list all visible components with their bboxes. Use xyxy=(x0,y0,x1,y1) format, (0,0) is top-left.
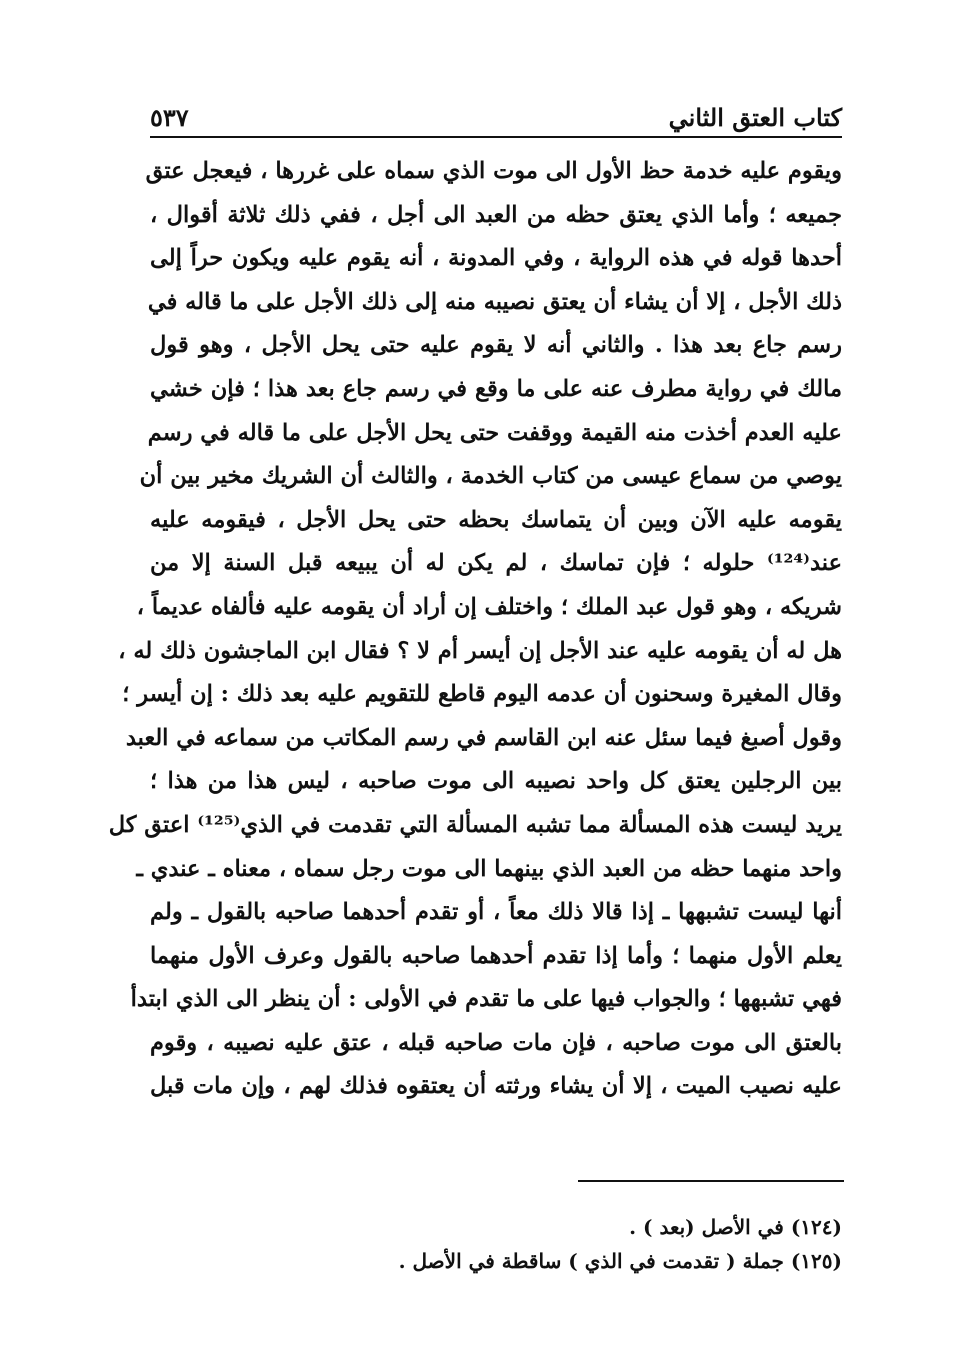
footnote-separator xyxy=(578,1180,844,1182)
text-line: يقومه عليه الآن وبين أن يتماسك بحظه حتى يحل الأجل ، فيقومه عليه xyxy=(150,506,842,533)
text-line: وقول أصبغ فيما سئل عنه ابن القاسم في رسم المكاتب من سماعه في العبد xyxy=(125,724,842,751)
text-line: بالعتق الى موت صاحبه ، فإن مات صاحبه قبله ، عتق عليه نصيبه ، وقوم xyxy=(150,1029,842,1056)
running-title: كتاب العتق الثاني xyxy=(668,103,842,132)
text-line: مالك في رواية مطرف عنه على ما وقع في رسم جاع بعد هذا ؛ فإن خشي xyxy=(150,375,842,402)
text-line: يريد ليست هذه المسألة مما تشبه المسألة التي تقدمت في الذي⁽¹²⁵⁾ اعتق كل xyxy=(108,811,842,838)
text-line: رسم جاع بعد هذا . والثاني أنه لا يقوم عليه حتى يحل الأجل ، وهو قول xyxy=(150,332,842,359)
text-line: عند⁽¹²⁴⁾ حلوله ؛ فإن تماسك ، لم يكن له أن يبيعه قبل السنة إلا من xyxy=(150,550,842,577)
text-line: وقال المغيرة وسحنون أن عدمه اليوم قاطع للتقويم عليه بعد ذلك : إن أيسر ؛ xyxy=(122,681,842,708)
footnotes xyxy=(150,1210,842,1278)
text-line: بين الرجلين يعتق كل واحد نصيبه الى موت صاحبه ، ليس هذا من هذا ؛ xyxy=(150,768,842,795)
text-line: شريكه ، وهو قول عبد الملك ؛ واختلف إن أراد أن يقومه عليه فألفاه عديماً ، xyxy=(136,593,842,620)
footnote-124: (١٢٤) في الأصل (بعد ) . xyxy=(629,1215,842,1239)
text-line: أحدها قوله في هذه الرواية ، وفي المدونة ، أنه يقوم عليه ويكون حراً إلى xyxy=(150,245,842,272)
text-line: عليه العدم أخذت منه القيمة ووقفت حتى يحل الأجل على ما قاله في رسم xyxy=(147,419,842,446)
page-number: ٥٣٧ xyxy=(150,103,189,132)
text-line: ذلك الأجل ، إلا أن يشاء أن يعتق نصيبه منه إلى ذلك الأجل على ما قاله في xyxy=(147,288,842,315)
text-line: ويقوم عليه خدمة حظ الأول الى موت الذي سماه على غررها ، فيعجل عتق xyxy=(145,158,842,184)
text-line: فهي تشبهها ؛ والجواب فيها على ما تقدم في الأولى : أن ينظر الى الذي ابتدأ xyxy=(130,986,842,1013)
text-line: واحد منهما حظه من العبد الذي بينهما الى موت رجل سماه ، معناه ـ عندي ـ xyxy=(136,855,842,882)
footnote-125: (١٢٥) جملة ( تقدمت في الذي ) ساقطة في الأصل . xyxy=(398,1249,842,1273)
body-text xyxy=(108,150,842,1109)
text-line: أنها ليست تشبهها ـ إذا قالا ذلك معاً ، أو تقدم أحدهما صاحبه بالقول ـ ولم xyxy=(150,899,842,926)
text-line: عليه نصيب الميت ، إلا أن يشاء ورثته أن يعتقوه فذلك لهم ، وإن مات قبل xyxy=(150,1073,842,1100)
page-header xyxy=(150,92,842,138)
text-line: جميعه ؛ وأما الذي يعتق حظه من العبد الى أجل ، ففي ذلك ثلاثة أقوال ، xyxy=(150,201,842,228)
text-line: هل له أن يقومه عليه عند الأجل إن أيسر أم لا ؟ فقال ابن الماجشون ذلك له ، xyxy=(118,637,842,664)
text-line: يوصي من سماع عيسى من كتاب الخدمة ، والثالث أن الشريك مخير بين أن xyxy=(139,463,842,490)
text-line: يعلم الأول منهما ؛ وأما إذا تقدم أحدهما صاحبه بالقول وعرف الأول منهما xyxy=(150,942,842,969)
